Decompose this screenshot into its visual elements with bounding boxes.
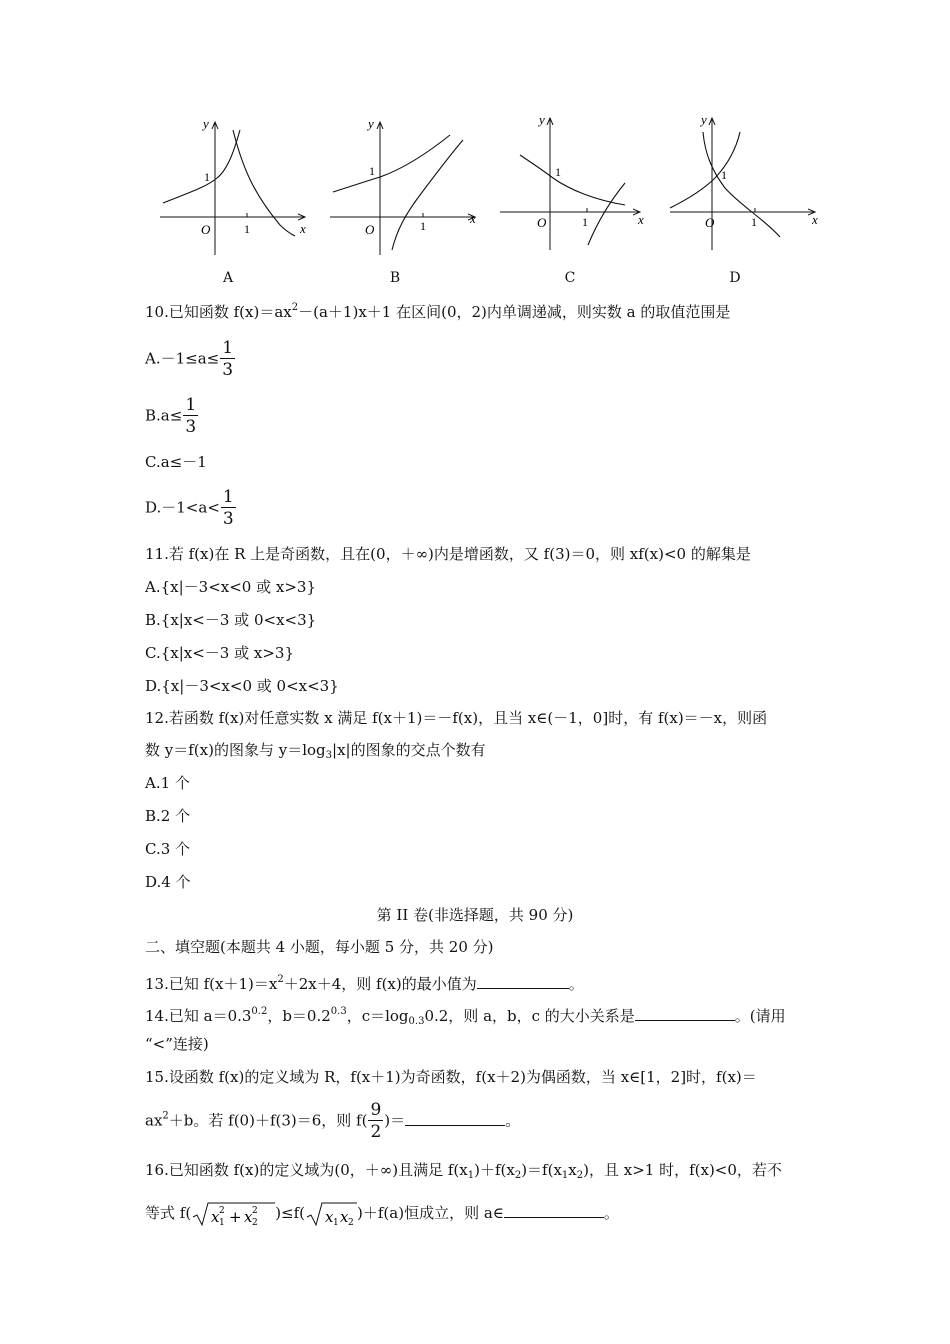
graph-label-a: A <box>222 270 234 286</box>
q16-line2-c: )＋f(a)恒成立，则 a∈ <box>357 1204 504 1222</box>
sqrt-prod-x2-sub: 2 <box>348 1218 354 1228</box>
q13-a: 13.已知 f(x＋1)＝x <box>145 975 278 993</box>
section2-heading: 二、填空题(本题共 4 小题，每小题 5 分，共 20 分) <box>145 938 494 956</box>
q15-c: )＝ <box>384 1111 406 1130</box>
q11-option-c: C.{x|x<－3 或 x>3} <box>145 644 294 662</box>
y-axis-label: y <box>203 116 209 131</box>
fraction-numerator: 1 <box>185 395 197 415</box>
x-axis-label: x <box>300 221 306 236</box>
q14-e: 。(请用 <box>734 1007 786 1025</box>
fraction-denominator: 3 <box>222 509 234 529</box>
fraction-denominator: 2 <box>370 1122 382 1142</box>
tick-one-x: 1 <box>244 222 250 236</box>
q15-a: ax <box>145 1111 163 1130</box>
x-axis-label: x <box>812 212 818 227</box>
q16-d: x <box>568 1161 577 1179</box>
q10-option-b-text: B.a≤ <box>145 406 183 425</box>
q10-option-d-text: D.－1<a< <box>145 498 220 517</box>
q10-option-b <box>145 395 199 438</box>
tick-one-x: 1 <box>582 215 588 229</box>
q12-option-a: A.1 个 <box>145 774 190 792</box>
q12-stem-line2 <box>145 740 486 766</box>
q12-option-c: C.3 个 <box>145 840 191 858</box>
sqrt-plus: + <box>229 1208 242 1226</box>
q16-c: )＝f(x <box>521 1161 562 1179</box>
sqrt-prod-x1-sub: 1 <box>333 1218 339 1228</box>
q14-b: ，b＝0.2 <box>267 1007 331 1025</box>
y-axis-label: y <box>539 112 545 127</box>
q11-option-b: B.{x|x<－3 或 0<x<3} <box>145 611 317 629</box>
fraction-numerator: 9 <box>370 1100 382 1120</box>
graph-b <box>325 110 485 295</box>
sqrt-x1-sup: 2 <box>219 1206 225 1216</box>
q15-sup: 2 <box>162 1110 169 1122</box>
q12-option-d: D.4 个 <box>145 873 191 891</box>
sqrt-x1: x <box>211 1208 220 1226</box>
fraction <box>368 1100 383 1143</box>
q13-answer-blank[interactable] <box>477 974 569 989</box>
q14-d: 0.2，则 a，b，c 的大小关系是 <box>424 1007 635 1025</box>
q10-stem-a: 10.已知函数 f(x)＝ax <box>145 303 292 321</box>
tick-one-y: 1 <box>369 164 375 178</box>
sqrt-x2-sub: 2 <box>252 1218 258 1228</box>
q15-line1: 15.设函数 f(x)的定义域为 R，f(x＋1)为奇函数，f(x＋2)为偶函数，当 x∈[1，2]时，f(x)＝ <box>145 1068 757 1086</box>
tick-one-x: 1 <box>420 219 426 233</box>
origin-label: O <box>537 215 547 230</box>
q16-line2-b: )≤f( <box>275 1204 306 1222</box>
q14-answer-blank[interactable] <box>635 1006 735 1021</box>
sqrt-prod-x1: x <box>325 1208 334 1226</box>
q16-s3: 1 <box>561 1170 569 1181</box>
q16-a: 16.已知函数 f(x)的定义域为(0，＋∞)且满足 f(x <box>145 1161 468 1179</box>
q16-s1: 1 <box>467 1170 475 1181</box>
part2-title: 第 II 卷(非选择题，共 90 分) <box>376 906 574 924</box>
tick-one-y: 1 <box>721 168 727 182</box>
q14-sub: 0.3 <box>408 1016 425 1027</box>
q13 <box>145 970 584 994</box>
q10-option-a-text: A.－1≤a≤ <box>145 349 220 368</box>
q10-option-a <box>145 338 236 381</box>
sqrt-x1-sub: 1 <box>219 1218 225 1228</box>
q15-answer-blank[interactable] <box>405 1111 505 1126</box>
origin-label: O <box>201 222 211 237</box>
fraction-numerator: 1 <box>222 338 234 358</box>
graph-label-d: D <box>729 270 741 286</box>
q11-stem: 11.若 f(x)在 R 上是奇函数，且在(0，＋∞)内是增函数，又 f(3)＝0，则 xf(x)<0 的解集是 <box>145 545 751 563</box>
fraction-numerator: 1 <box>222 487 234 507</box>
graph-label-b: B <box>389 270 401 286</box>
tick-one-y: 1 <box>555 165 561 179</box>
q16-line1 <box>145 1160 782 1186</box>
y-axis-label: y <box>701 112 707 127</box>
q14-line1 <box>145 1002 786 1032</box>
graph-label-c: C <box>564 270 576 286</box>
sqrt-product <box>305 1200 357 1228</box>
sqrt-sum-of-squares <box>191 1200 275 1228</box>
q15-b: ＋b。若 f(0)＋f(3)＝6，则 f( <box>168 1111 368 1130</box>
q14-sup1: 0.2 <box>251 1006 268 1017</box>
q12-line2-a: 数 y＝f(x)的图象与 y＝log <box>145 741 326 759</box>
q11-option-d: D.{x|－3<x<0 或 0<x<3} <box>145 677 339 695</box>
sqrt-x2-sup: 2 <box>252 1206 258 1216</box>
sqrt-prod-x2: x <box>340 1208 349 1226</box>
q16-answer-blank[interactable] <box>504 1203 604 1218</box>
graph-c-plot <box>495 110 655 270</box>
q13-sup: 2 <box>277 974 284 985</box>
graph-a-plot <box>155 110 315 270</box>
q14-sup2: 0.3 <box>330 1006 347 1017</box>
fraction-denominator: 3 <box>222 360 234 380</box>
q11-option-a: A.{x|－3<x<0 或 x>3} <box>145 578 316 596</box>
sqrt-x2: x <box>244 1208 253 1226</box>
q16-line2 <box>145 1200 619 1228</box>
fraction <box>183 395 198 438</box>
function-graphs-figure <box>150 110 830 295</box>
origin-label: O <box>705 215 715 230</box>
graph-c <box>495 110 655 295</box>
q16-end: 。 <box>603 1204 619 1222</box>
q16-b: )＋f(x <box>474 1161 515 1179</box>
q12-line2-b: |x|的图象的交点个数有 <box>332 741 486 759</box>
graph-d <box>665 110 825 295</box>
q15-end: 。 <box>505 1111 521 1130</box>
y-axis-label: y <box>368 116 374 131</box>
q13-end: 。 <box>568 975 584 993</box>
tick-one-x: 1 <box>751 215 757 229</box>
q10-option-c: C.a≤－1 <box>145 453 207 471</box>
q15-line2 <box>145 1100 520 1143</box>
x-axis-label: x <box>638 212 644 227</box>
graph-d-plot <box>665 110 825 270</box>
tick-one-y: 1 <box>204 170 210 184</box>
q16-s4: 2 <box>576 1170 584 1181</box>
q12-option-b: B.2 个 <box>145 807 191 825</box>
q12-stem-line1: 12.若函数 f(x)对任意实数 x 满足 f(x＋1)＝－f(x)，且当 x∈(－1，0]时，有 f(x)＝－x，则函 <box>145 709 768 727</box>
q10-stem <box>145 298 730 322</box>
q13-b: ＋2x＋4，则 f(x)的最小值为 <box>283 975 477 993</box>
q10-stem-sup: 2 <box>291 302 299 313</box>
q14-a: 14.已知 a＝0.3 <box>145 1007 252 1025</box>
q12-line2-sub: 3 <box>325 750 333 761</box>
q16-e: )，且 x>1 时，f(x)<0，若不 <box>583 1161 782 1179</box>
fraction <box>220 338 235 381</box>
x-axis-label: x <box>470 211 476 226</box>
graph-b-plot <box>325 110 485 270</box>
graph-a <box>155 110 315 295</box>
q14-line2: “<”连接) <box>145 1035 209 1053</box>
q14-c: ，c＝log <box>346 1007 409 1025</box>
q10-stem-b: －(a＋1)x＋1 在区间(0，2)内单调递减，则实数 a 的取值范围是 <box>298 303 731 321</box>
q16-line2-a: 等式 f( <box>145 1204 192 1222</box>
q10-option-d <box>145 487 237 530</box>
origin-label: O <box>365 222 375 237</box>
fraction <box>221 487 236 530</box>
fraction-denominator: 3 <box>185 417 197 437</box>
q16-s2: 2 <box>514 1170 522 1181</box>
